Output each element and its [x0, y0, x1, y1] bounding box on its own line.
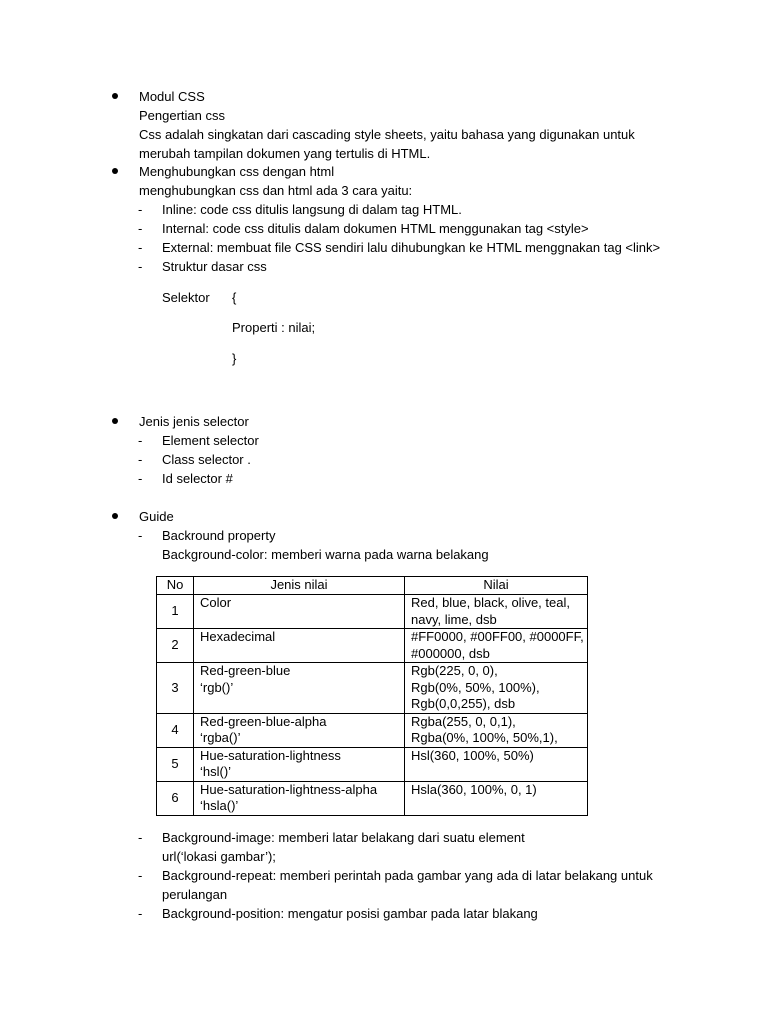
section-intro: menghubungkan css dan html ada 3 cara yaitu: — [139, 183, 413, 198]
cell-line: Hue-saturation-lightness — [200, 747, 341, 763]
header-nilai: Nilai — [405, 577, 588, 595]
cell-line: navy, lime, dsb — [411, 611, 497, 627]
table-header-row — [157, 577, 588, 595]
cell-no: 3 — [157, 663, 194, 714]
cell-no: 1 — [157, 595, 194, 629]
header-no: No — [157, 577, 194, 595]
cell-jenis — [194, 781, 405, 815]
list-item: Background-repeat: memberi perintah pada gambar yang ada di latar belakang untuk — [162, 868, 653, 883]
dash-marker: - — [138, 830, 143, 845]
table-row — [157, 595, 588, 629]
list-item: External: membuat file CSS sendiri lalu dihubungkan ke HTML menggnakan tag <link> — [162, 240, 661, 255]
cell-nilai — [405, 629, 588, 663]
list-item-cont: perulangan — [162, 887, 228, 902]
cell-line: ‘rgb()’ — [200, 679, 234, 695]
cell-jenis — [194, 595, 405, 629]
cell-nilai — [405, 713, 588, 747]
dash-marker: - — [138, 452, 143, 467]
cell-line: Hue-saturation-lightness-alpha — [200, 781, 378, 797]
cell-jenis — [194, 747, 405, 781]
cell-line: Red-green-blue-alpha — [200, 713, 327, 729]
cell-nilai — [405, 595, 588, 629]
table-row — [157, 781, 588, 815]
dash-marker: - — [138, 202, 143, 217]
list-item: Background-position: mengatur posisi gambar pada latar blakang — [162, 906, 538, 921]
list-item: Element selector — [162, 433, 259, 448]
table-row — [157, 713, 588, 747]
section-title-menghubungkan: Menghubungkan css dengan html — [139, 164, 335, 179]
list-item-desc: Background-color: memberi warna pada warna belakang — [162, 547, 489, 562]
cell-nilai — [405, 747, 588, 781]
cell-no: 2 — [157, 629, 194, 663]
list-item-cont: url(‘lokasi gambar’); — [162, 849, 276, 864]
cell-jenis — [194, 713, 405, 747]
dash-marker: - — [138, 868, 143, 883]
list-item: Background-image: memberi latar belakang dari suatu element — [162, 830, 525, 845]
cell-line: Red-green-blue — [200, 663, 291, 678]
cell-line: #FF0000, #00FF00, #0000FF, — [411, 629, 584, 644]
bullet — [112, 168, 118, 174]
dash-marker: - — [138, 433, 143, 448]
dash-marker: - — [138, 259, 143, 274]
cell-line: Red, blue, black, olive, teal, — [411, 595, 570, 610]
dash-marker: - — [138, 528, 143, 543]
cell-line: Rgb(0%, 50%, 100%), — [411, 679, 540, 695]
cell-line: Hsl(360, 100%, 50%) — [411, 747, 534, 763]
bullet — [112, 513, 118, 519]
section-title-modul-css: Modul CSS — [139, 89, 205, 104]
paragraph-line: merubah tampilan dokumen yang tertulis di HTML. — [139, 146, 431, 161]
dash-marker: - — [138, 906, 143, 921]
cell-line: Rgb(225, 0, 0), — [411, 663, 498, 678]
header-jenis-nilai: Jenis nilai — [194, 577, 405, 595]
cell-jenis — [194, 663, 405, 714]
list-item: Id selector # — [162, 471, 233, 486]
values-table — [156, 576, 588, 816]
cell-line: #000000, dsb — [411, 645, 490, 661]
cell-nilai — [405, 663, 588, 714]
list-item: Inline: code css ditulis langsung di dalam tag HTML. — [162, 202, 462, 217]
cell-no: 5 — [157, 747, 194, 781]
code-open-brace: { — [232, 290, 237, 305]
code-property: Properti : nilai; — [232, 320, 316, 335]
dash-marker: - — [138, 240, 143, 255]
cell-nilai — [405, 781, 588, 815]
cell-line: Hsla(360, 100%, 0, 1) — [411, 781, 537, 797]
cell-line: Rgba(255, 0, 0,1), — [411, 713, 516, 729]
cell-line: Rgba(0%, 100%, 50%,1), — [411, 730, 558, 745]
section-title-guide: Guide — [139, 509, 174, 524]
list-item: Struktur dasar css — [162, 259, 267, 274]
cell-line: Color — [200, 595, 232, 610]
cell-no: 6 — [157, 781, 194, 815]
code-selector: Selektor — [162, 290, 210, 305]
cell-line: ‘rgba()’ — [200, 730, 241, 745]
cell-line: Rgb(0,0,255), dsb — [411, 696, 516, 711]
bullet — [112, 93, 118, 99]
list-item: Class selector . — [162, 452, 251, 467]
section-title-selector: Jenis jenis selector — [139, 414, 249, 429]
dash-marker: - — [138, 471, 143, 486]
paragraph-line: Css adalah singkatan dari cascading style sheets, yaitu bahasa yang digunakan untuk — [139, 127, 635, 142]
code-close-brace: } — [232, 351, 237, 366]
cell-jenis — [194, 629, 405, 663]
section-subtitle: Pengertian css — [139, 108, 225, 123]
list-item: Internal: code css ditulis dalam dokumen HTML menggunakan tag <style> — [162, 221, 589, 236]
cell-line: Hexadecimal — [200, 629, 276, 644]
bullet — [112, 418, 118, 424]
table-row — [157, 663, 588, 714]
table-row — [157, 629, 588, 663]
table-row — [157, 747, 588, 781]
list-item: Backround property — [162, 528, 276, 543]
dash-marker: - — [138, 221, 143, 236]
cell-line: ‘hsla()’ — [200, 798, 239, 813]
cell-line: ‘hsl()’ — [200, 764, 232, 779]
cell-no: 4 — [157, 713, 194, 747]
